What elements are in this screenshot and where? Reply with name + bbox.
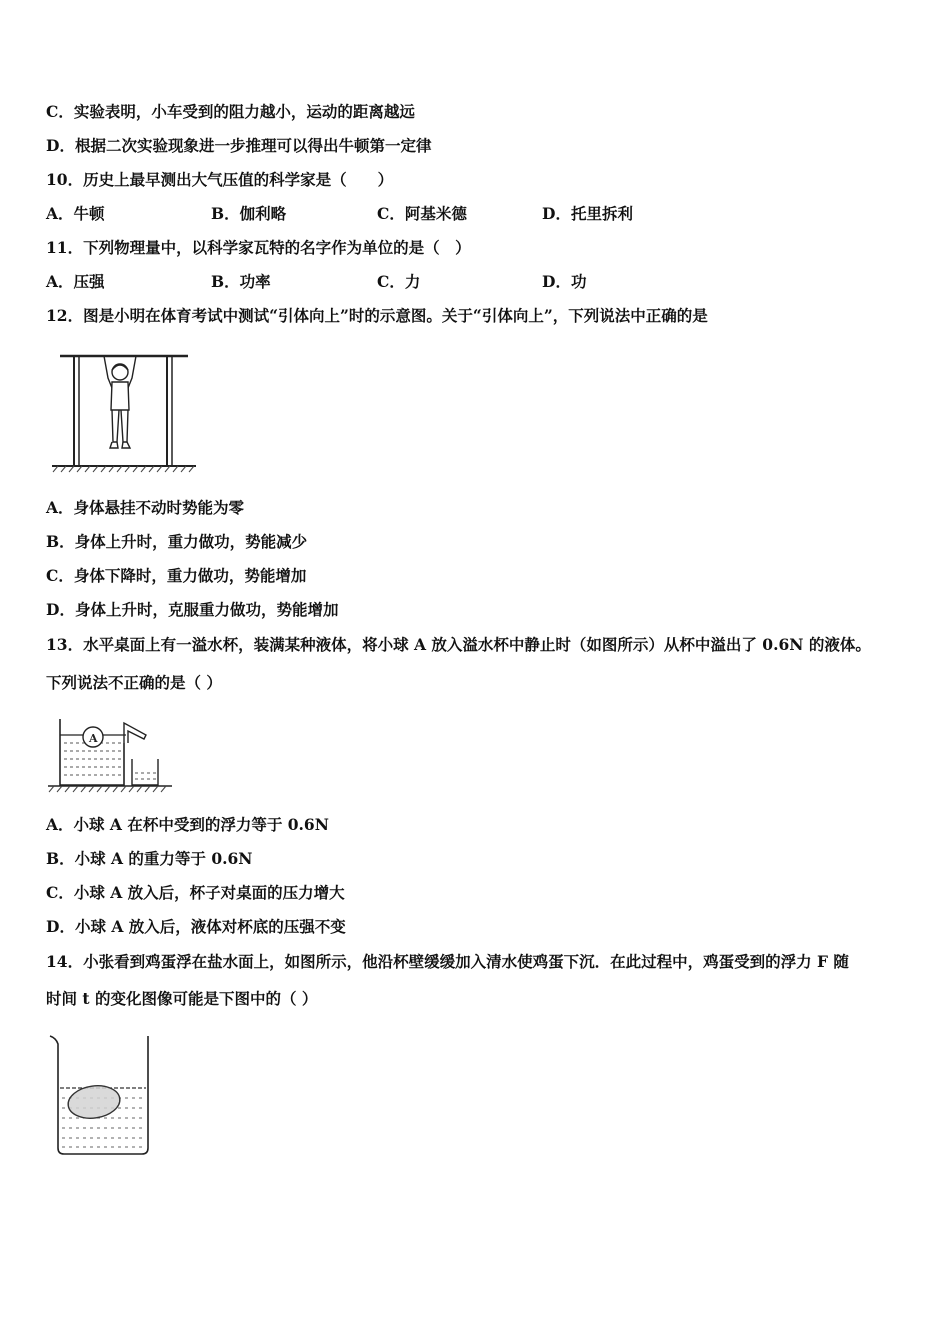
q10-option-b: B．伽利略 (211, 204, 287, 223)
q11-stem: 11．下列物理量中，以科学家瓦特的名字作为单位的是（ ） (46, 238, 471, 257)
q13-stem-line2: 下列说法不正确的是（ ） (46, 673, 222, 692)
q13-option-c: C．小球 A 放入后，杯子对桌面的压力增大 (46, 883, 345, 902)
q12-option-c: C．身体下降时，重力做功，势能增加 (46, 566, 307, 585)
q10-stem: 10．历史上最早测出大气压值的科学家是（ ） (46, 170, 394, 189)
ball-label: A (89, 732, 98, 745)
prev-option-d: D．根据二次实验现象进一步推理可以得出牛顿第一定律 (46, 136, 432, 155)
q12-stem: 12．图是小明在体育考试中测试“引体向上”时的示意图。关于“引体向上”，下列说法中正确的是 (46, 306, 708, 325)
q12-option-a: A．身体悬挂不动时势能为零 (46, 498, 245, 517)
q11-option-a: A．压强 (46, 272, 105, 291)
q11-option-b: B．功率 (211, 272, 271, 291)
q10-option-d: D．托里拆利 (542, 204, 633, 223)
pull-up-figure (46, 350, 201, 475)
q10-option-c: C．阿基米德 (377, 204, 467, 223)
q11-option-c: C．力 (377, 272, 421, 291)
q11-option-d: D．功 (542, 272, 587, 291)
q12-option-b: B．身体上升时，重力做功，势能减少 (46, 532, 308, 551)
q13-option-d: D．小球 A 放入后，液体对杯底的压强不变 (46, 917, 346, 936)
q14-stem-line1: 14．小张看到鸡蛋浮在盐水面上，如图所示，他沿杯壁缓缓加入清水使鸡蛋下沉．在此过程中，鸡蛋受到的浮力 F 随 (46, 952, 849, 971)
prev-option-c: C．实验表明，小车受到的阻力越小，运动的距离越远 (46, 102, 415, 121)
overflow-cup-figure (46, 713, 176, 793)
egg-beaker-figure (46, 1030, 156, 1160)
q13-option-a: A．小球 A 在杯中受到的浮力等于 0.6N (46, 815, 329, 834)
q13-option-b: B．小球 A 的重力等于 0.6N (46, 849, 253, 868)
q12-option-d: D．身体上升时，克服重力做功，势能增加 (46, 600, 339, 619)
q14-stem-line2: 时间 t 的变化图像可能是下图中的（ ） (46, 989, 318, 1008)
q10-option-a: A．牛顿 (46, 204, 105, 223)
q13-stem-line1: 13．水平桌面上有一溢水杯，装满某种液体，将小球 A 放入溢水杯中静止时（如图所示）从杯中溢出了 0.6N 的液体。 (46, 635, 871, 654)
